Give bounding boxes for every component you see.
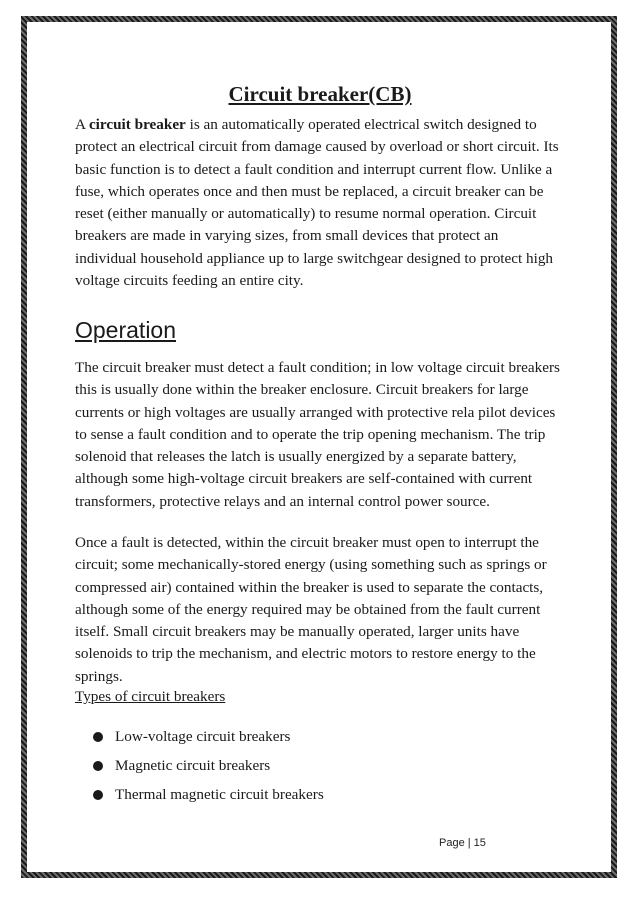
- intro-paragraph: [75, 114, 560, 292]
- list-item-label: Magnetic circuit breakers: [115, 756, 271, 774]
- list-item-label: Low-voltage circuit breakers: [115, 727, 291, 745]
- intro-rest: is an automatically operated electrical switch designed to protect an electrical circuit from damage caused by overload or short circuit. Its basic function is to detect a fault condition and interrupt current flow. Unlike a fuse, which operates once and then must be replaced, a circuit breaker can be reset (either manually or automatically) to resume normal operation. Circuit breakers are made in varying sizes, from small devices that protect an individual household appliance up to large switchgear designed to protect high voltage circuits feeding an entire city.: [75, 116, 559, 290]
- intro-bold-term: circuit breaker: [88, 116, 186, 133]
- list-item-label: Thermal magnetic circuit breakers: [115, 785, 324, 803]
- list-item: [93, 722, 324, 751]
- types-list: [93, 722, 324, 809]
- page-number: Page | 15: [439, 837, 486, 849]
- list-item: [93, 751, 324, 780]
- operation-paragraph-2: Once a fault is detected, within the circuit breaker must open to interrupt the circuit; some mechanically-stored energy (using something such as springs or compressed air) contained within the breaker is used to separate the contacts, although some of the energy required may be obtained from the fault current itself. Small circuit breakers may be manually operated, larger units have solenoids to trip the mechanism, and electric motors to restore energy to the springs.: [75, 534, 547, 685]
- bullet-icon: [93, 790, 103, 800]
- bullet-icon: [93, 761, 103, 771]
- types-label: Types of circuit breakers: [75, 688, 226, 705]
- operation-paragraph-1: The circuit breaker must detect a fault condition; in low voltage circuit breakers this is usually done within the breaker enclosure. Circuit breakers for large currents or high voltages are usually arranged with protective rela pilot devices to sense a fault condition and to operate the trip opening mechanism. The trip solenoid that releases the latch is usually energized by a separate battery, although some high-voltage circuit breakers are self-contained with current transformers, protective relays and an internal control power source.: [75, 359, 560, 510]
- bullet-icon: [93, 732, 103, 742]
- page-title: Circuit breaker(CB): [228, 82, 412, 106]
- operation-heading: Operation: [75, 317, 177, 343]
- intro-lead: A: [75, 116, 86, 133]
- list-item: [93, 780, 324, 809]
